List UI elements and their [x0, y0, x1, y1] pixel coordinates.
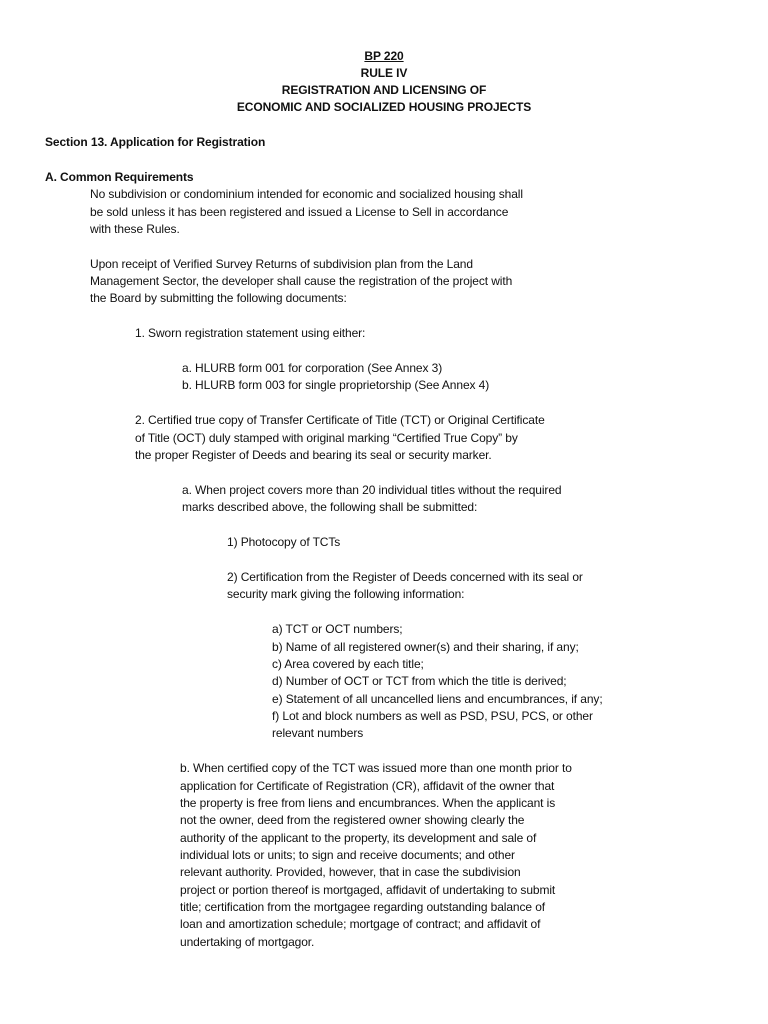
paragraph-line: not the owner, deed from the registered owner showing clearly the — [180, 813, 525, 827]
list-item: security mark giving the following information: — [227, 587, 465, 601]
paragraph-line: individual lots or units; to sign and receive documents; and other — [180, 848, 515, 862]
paragraph-line: loan and amortization schedule; mortgage of contract; and affidavit of — [180, 917, 541, 931]
list-item: relevant numbers — [272, 726, 364, 740]
paragraph-line: be sold unless it has been registered and issued a License to Sell in accordance — [90, 205, 509, 219]
list-item: f) Lot and block numbers as well as PSD, PSU, PCS, or other — [272, 709, 593, 723]
title-line-2: ECONOMIC AND SOCIALIZED HOUSING PROJECTS — [236, 100, 532, 114]
document-code: BP 220 — [364, 49, 404, 63]
list-item: d) Number of OCT or TCT from which the title is derived; — [272, 674, 567, 688]
paragraph-line: relevant authority. Provided, however, that in case the subdivision — [180, 865, 521, 879]
list-item: a) TCT or OCT numbers; — [272, 622, 403, 636]
list-item: 2) Certification from the Register of Deeds concerned with its seal or — [227, 570, 583, 584]
paragraph-line: Upon receipt of Verified Survey Returns of subdivision plan from the Land — [90, 257, 473, 271]
paragraph-line: undertaking of mortgagor. — [180, 935, 315, 949]
paragraph-line: title; certification from the mortgagee regarding outstanding balance of — [180, 900, 546, 914]
paragraph-line: project or portion thereof is mortgaged, affidavit of undertaking to submit — [180, 883, 556, 897]
section-heading: Section 13. Application for Registration — [45, 135, 266, 149]
list-item: the proper Register of Deeds and bearing its seal or security marker. — [135, 448, 492, 462]
paragraph-line: application for Certificate of Registration (CR), affidavit of the owner that — [180, 779, 555, 793]
paragraph-line: No subdivision or condominium intended for economic and socialized housing shall — [90, 187, 523, 201]
list-item: c) Area covered by each title; — [272, 657, 424, 671]
paragraph-line: b. When certified copy of the TCT was issued more than one month prior to — [180, 761, 572, 775]
paragraph-line: Management Sector, the developer shall cause the registration of the project with — [90, 274, 513, 288]
list-item: marks described above, the following shall be submitted: — [182, 500, 478, 514]
rule-heading: RULE IV — [360, 66, 408, 80]
list-item: b) Name of all registered owner(s) and their sharing, if any; — [272, 640, 579, 654]
list-item: 1. Sworn registration statement using either: — [135, 326, 366, 340]
title-line-1: REGISTRATION AND LICENSING OF — [281, 83, 487, 97]
paragraph-line: authority of the applicant to the property, its development and sale of — [180, 831, 537, 845]
list-item: e) Statement of all uncancelled liens and encumbrances, if any; — [272, 692, 603, 706]
list-item: b. HLURB form 003 for single proprietorship (See Annex 4) — [182, 378, 490, 392]
paragraph-line: the Board by submitting the following documents: — [90, 291, 347, 305]
list-item: 2. Certified true copy of Transfer Certificate of Title (TCT) or Original Certificate — [135, 413, 545, 427]
list-item: a. When project covers more than 20 individual titles without the required — [182, 483, 562, 497]
list-item: of Title (OCT) duly stamped with original marking “Certified True Copy” by — [135, 431, 518, 445]
paragraph-line: the property is free from liens and encumbrances. When the applicant is — [180, 796, 556, 810]
paragraph-line: with these Rules. — [90, 222, 180, 236]
list-item: a. HLURB form 001 for corporation (See Annex 3) — [182, 361, 443, 375]
subsection-heading: A. Common Requirements — [45, 170, 194, 184]
list-item: 1) Photocopy of TCTs — [227, 535, 341, 549]
